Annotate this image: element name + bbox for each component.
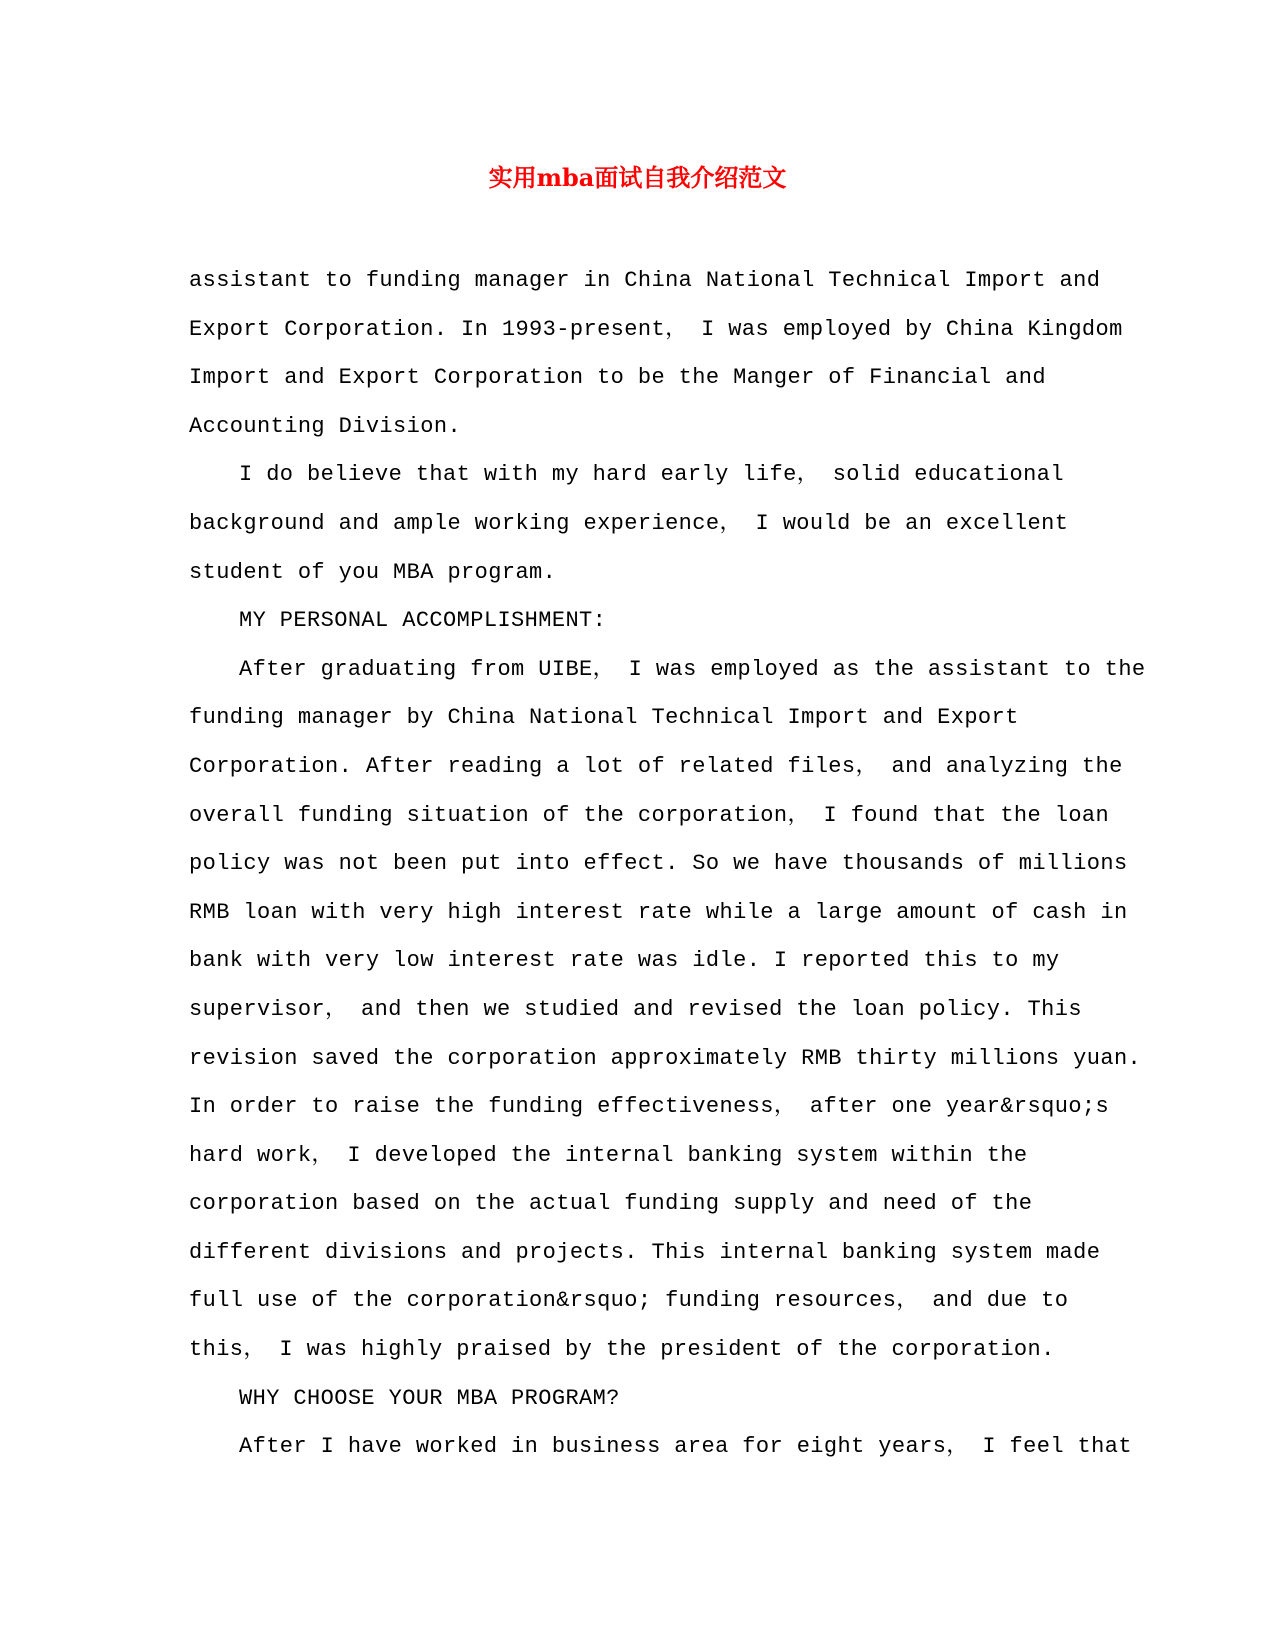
text-line: policy was not been put into effect. So we have thousands of millions bbox=[189, 851, 1128, 877]
text-line: overall funding situation of the corporation， I found that the loan bbox=[189, 802, 1110, 828]
text-line: Import and Export Corporation to be the Manger of Financial and bbox=[189, 365, 1046, 391]
document-title: 实用mba面试自我介绍范文 bbox=[488, 163, 787, 192]
text-line: Corporation. After reading a lot of related files， and analyzing the bbox=[189, 753, 1123, 779]
text-line: full use of the corporation&rsquo; funding resources， and due to bbox=[189, 1288, 1069, 1314]
text-line: Accounting Division. bbox=[189, 413, 462, 439]
text-line: background and ample working experience， I would be an excellent bbox=[189, 510, 1069, 536]
text-line: student of you MBA program. bbox=[189, 559, 557, 585]
text-line: MY PERSONAL ACCOMPLISHMENT: bbox=[239, 608, 607, 634]
text-line: supervisor， and then we studied and revised the loan policy. This bbox=[189, 996, 1082, 1022]
text-line: Export Corporation. In 1993-present， I was employed by China Kingdom bbox=[189, 316, 1123, 342]
text-line: In order to raise the funding effectiveness， after one year&rsquo;s bbox=[189, 1094, 1110, 1120]
text-line: WHY CHOOSE YOUR MBA PROGRAM? bbox=[239, 1385, 620, 1411]
text-line: RMB loan with very high interest rate while a large amount of cash in bbox=[189, 899, 1128, 925]
text-line: corporation based on the actual funding supply and need of the bbox=[189, 1191, 1033, 1217]
text-line: hard work， I developed the internal banking system within the bbox=[189, 1142, 1028, 1168]
document-body bbox=[189, 257, 1146, 1472]
text-line: I do believe that with my hard early life， solid educational bbox=[239, 462, 1064, 488]
text-line: this， I was highly praised by the president of the corporation. bbox=[189, 1337, 1055, 1363]
text-line: bank with very low interest rate was idle. I reported this to my bbox=[189, 948, 1060, 974]
text-line: After I have worked in business area for eight years， I feel that bbox=[239, 1434, 1132, 1460]
text-line: revision saved the corporation approximately RMB thirty millions yuan. bbox=[189, 1045, 1142, 1071]
text-line: different divisions and projects. This internal banking system made bbox=[189, 1239, 1101, 1265]
text-line: After graduating from UIBE， I was employed as the assistant to the bbox=[239, 656, 1146, 682]
text-line: assistant to funding manager in China National Technical Import and bbox=[189, 268, 1101, 293]
text-line: funding manager by China National Technical Import and Export bbox=[189, 705, 1019, 731]
